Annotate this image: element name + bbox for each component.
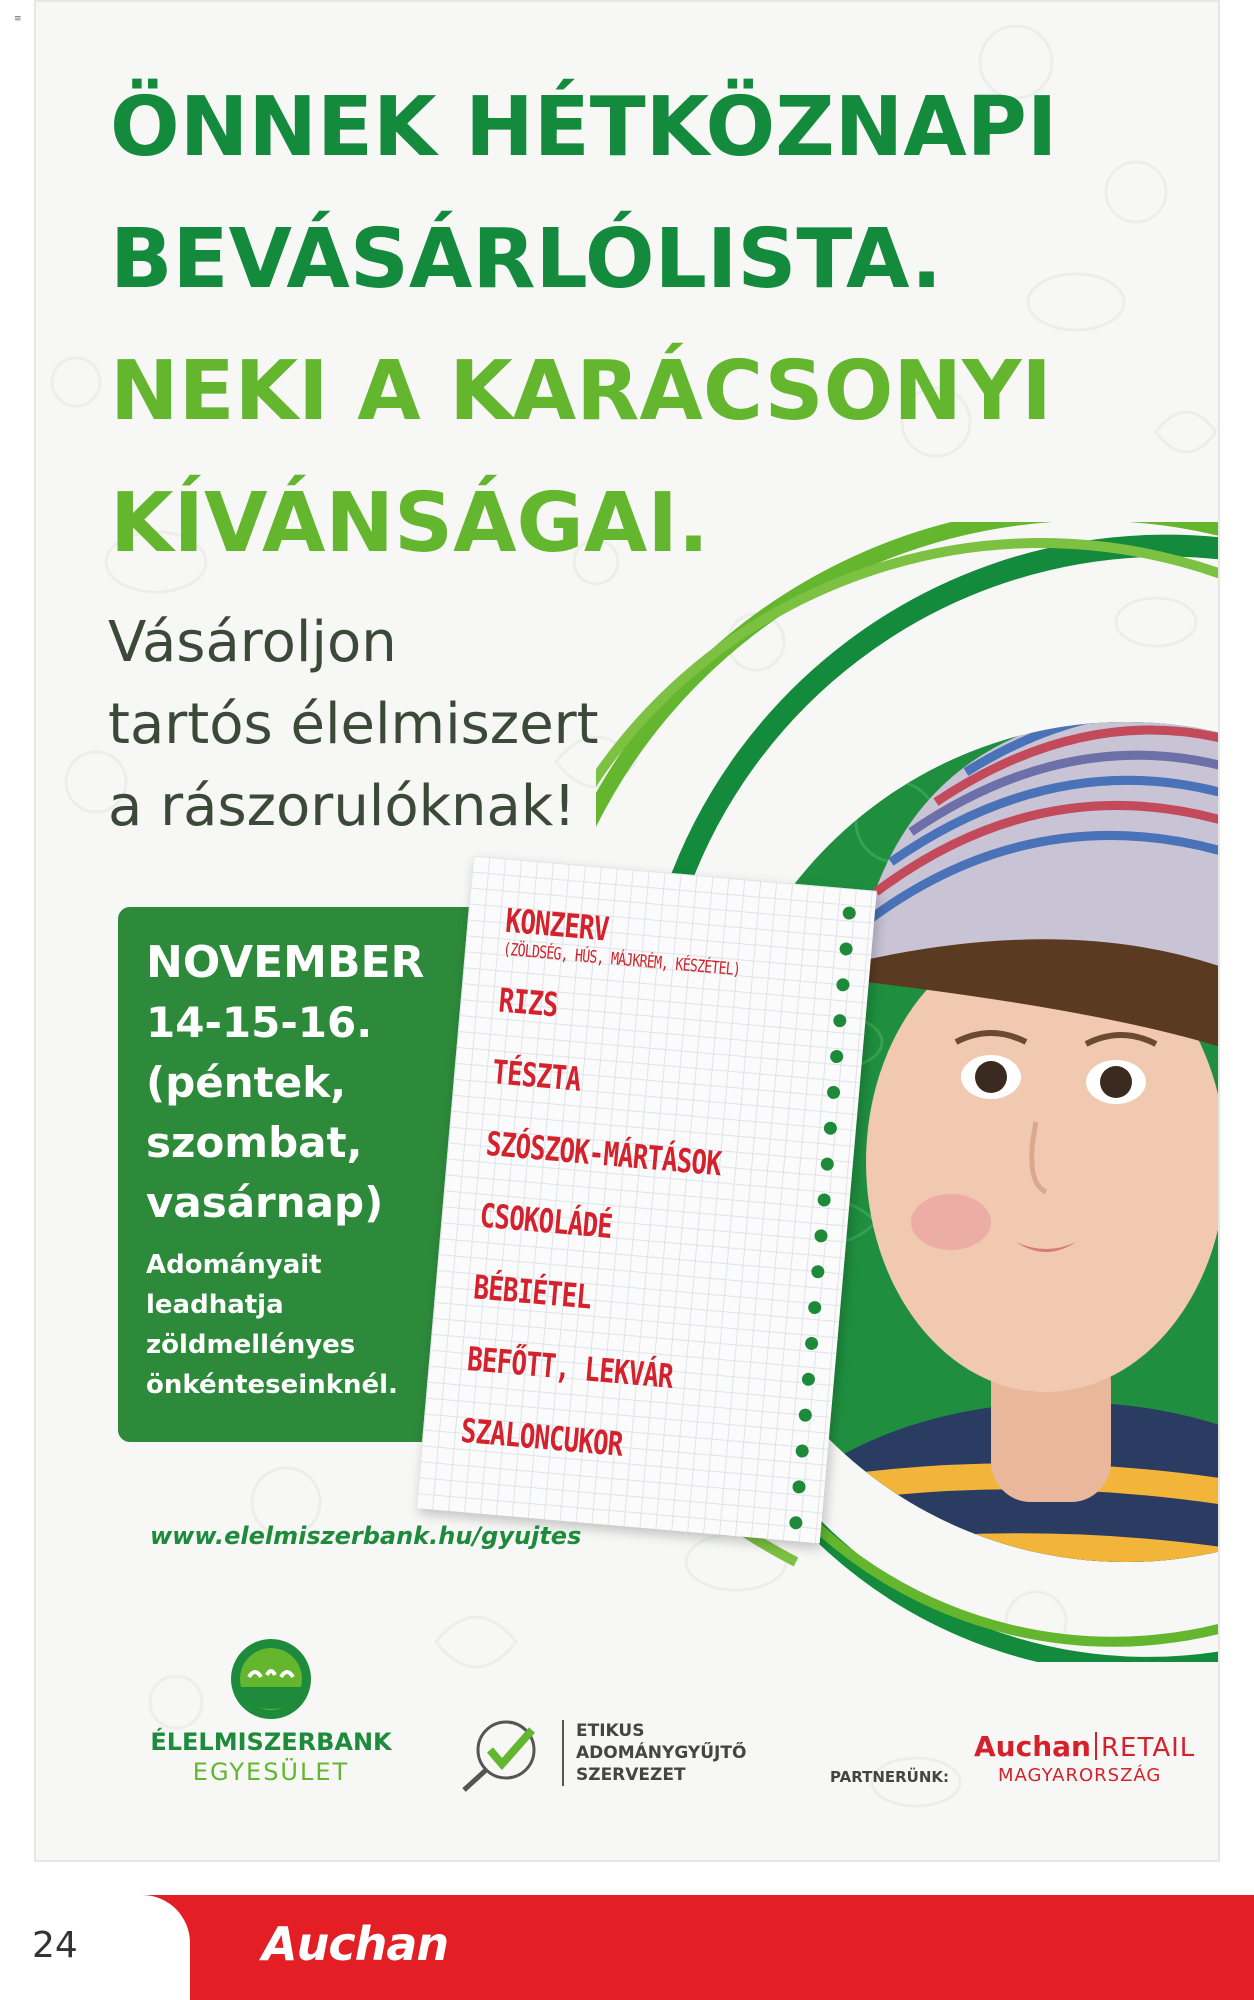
auchan-retail-country: MAGYARORSZÁG	[998, 1765, 1162, 1786]
foodbank-name: ÉLELMISZERBANK	[150, 1728, 392, 1756]
list-item: TÉSZTA	[490, 1052, 583, 1099]
ethical-fundraiser-logo	[454, 1714, 747, 1794]
list-item: CSOKOLÁDÉ	[478, 1195, 614, 1247]
website-link[interactable]: www.elelmiszerbank.hu/gyujtes	[150, 1522, 582, 1550]
auchan-retail-brand: Auchan	[974, 1730, 1091, 1763]
ethical-line-3: SZERVEZET	[576, 1765, 686, 1785]
list-item-detail: (ZÖLDSÉG, HÚS, MÁJKRÉM, KÉSZÉTEL)	[502, 939, 741, 981]
headline-line-2: BEVÁSÁRLÓLISTA.	[110, 212, 943, 307]
list-item: SZÓSZOK-MÁRTÁSOK	[484, 1123, 723, 1184]
auchan-logo[interactable]: Auchan	[262, 1917, 449, 1971]
list-item: BEFŐTT, LEKVÁR	[465, 1339, 675, 1396]
page-number-tab	[0, 1895, 190, 2000]
charity-poster	[34, 0, 1220, 1862]
donation-note-3: zöldmellényes	[146, 1330, 356, 1360]
ethical-line-2: ADOMÁNYGYŰJTŐ	[576, 1743, 747, 1763]
page-number: 24	[32, 1925, 78, 1966]
list-item: BÉBIÉTEL	[472, 1267, 593, 1317]
list-item: SZALONCUKOR	[459, 1410, 625, 1464]
list-item: KONZERV	[504, 900, 611, 949]
subline-1: Vásároljon	[108, 610, 397, 675]
donation-note-1: Adományait	[146, 1250, 322, 1280]
subline-2: tartós élelmiszert	[108, 692, 599, 757]
donation-note-2: leadhatja	[146, 1290, 284, 1320]
headline-line-1: ÖNNEK HÉTKÖZNAPI	[110, 80, 1058, 175]
menu-icon[interactable]: ≡	[14, 14, 22, 24]
checkmark-magnifier-icon	[454, 1714, 554, 1794]
call-to-action	[108, 602, 599, 848]
date-days: 14-15-16.	[146, 998, 373, 1047]
headline-line-4: KÍVÁNSÁGAI.	[110, 476, 709, 571]
partner-label: PARTNERÜNK:	[830, 1768, 950, 1786]
donation-note-4: önkénteseinknél.	[146, 1370, 398, 1400]
auchan-retail-word: RETAIL	[1100, 1733, 1196, 1763]
auchan-retail-logo	[974, 1730, 1195, 1786]
ethical-text	[562, 1720, 746, 1786]
list-item: RIZS	[497, 980, 560, 1025]
date-weekday-1: (péntek,	[146, 1058, 347, 1107]
headline-light	[110, 326, 1052, 590]
page-footer	[0, 1895, 1254, 2000]
headline-line-3: NEKI A KARÁCSONYI	[110, 344, 1052, 439]
date-weekday-3: vasárnap)	[146, 1178, 384, 1227]
foodbank-sub: EGYESÜLET	[192, 1758, 350, 1786]
foodbank-logo	[146, 1637, 396, 1787]
foodbank-emblem-icon	[229, 1637, 313, 1721]
headline-dark	[110, 62, 1057, 326]
ethical-line-1: ETIKUS	[576, 1721, 645, 1741]
date-month: NOVEMBER	[146, 937, 425, 988]
logo-divider	[1095, 1732, 1097, 1760]
date-weekday-2: szombat,	[146, 1118, 363, 1167]
subline-3: a rászorulóknak!	[108, 774, 576, 839]
shopping-list-note	[416, 856, 877, 1544]
